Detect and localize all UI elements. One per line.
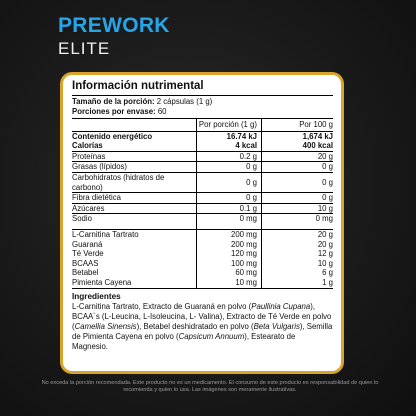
nutrition-table	[72, 119, 333, 289]
brand-title: PREWORK	[58, 14, 170, 37]
brand-subtitle: ELITE	[58, 39, 111, 58]
active-row: Guaraná 200 mg 20 g	[72, 239, 333, 249]
serving-info	[72, 96, 333, 119]
servings-value: 60	[157, 107, 167, 116]
scientific-name: Paullinia Cupana	[251, 301, 311, 311]
serving-size-value: 2 cápsulas (1 g)	[156, 97, 213, 106]
active-row: Betabel 60 mg 6 g	[72, 268, 333, 278]
disclaimer-footnote: No exceda la porción recomendada. Este producto no es un medicamento. El consumo de este producto es responsabilidad de quien lo recomienda y quien lo usa. Las imágenes son meramente ilustrativas.	[41, 380, 379, 393]
nutrient-row: Azúcares 0.1 g 10 g	[72, 203, 333, 213]
brand-header	[58, 14, 170, 59]
col-100g-header: Por 100 g	[262, 119, 334, 131]
scientific-name: Camellia Sinensis	[74, 321, 137, 331]
serving-size-label: Tamaño de la porción:	[72, 97, 155, 106]
calories-label: Calorías	[72, 141, 197, 151]
nutrient-row: Proteínas 0.2 g 20 g	[72, 151, 333, 161]
nutrition-title: Información nutrimental	[72, 80, 333, 96]
ingredients-text: L-Carnitina Tartrato, Extracto de Guaraná en polvo (Paullinia Cupana), BCAA´s (L-Leucina, L-Isoleucina, L- Valina), Extracto de Té Verde en polvo (Camellia Sinensis), Betabel deshidratado en polvo (Beta Vulgaris), Semilla de Pimienta Cayena en polvo (Capsicum Annuum), Estearato de Magnesio.	[72, 301, 333, 351]
col-portion-header: Por porción (1 g)	[197, 119, 262, 131]
scientific-name: Beta Vulgaris	[253, 321, 300, 331]
energy-label: Contenido energético	[72, 131, 153, 141]
ingredients-title: Ingredientes	[72, 291, 121, 301]
nutrient-row: Sodio 0 mg 0 mg	[72, 214, 333, 224]
energy-row	[72, 131, 333, 141]
scientific-name: Capsicum Annuum	[178, 331, 245, 341]
serving-size-row	[72, 97, 333, 107]
calories-row	[72, 141, 333, 151]
nutrient-row: Fibra dietética 0 g 0 g	[72, 193, 333, 203]
energy-portion: 16.74 kJ	[197, 131, 262, 141]
table-header-row	[72, 119, 333, 131]
active-row: Pimienta Cayena 10 mg 1 g	[72, 277, 333, 287]
active-row: Té Verde 120 mg 12 g	[72, 249, 333, 259]
active-row: L-Carnitina Tartrato 200 mg 20 g	[72, 229, 333, 239]
nutrient-row: Grasas (lípidos) 0 g 0 g	[72, 162, 333, 172]
servings-row	[72, 107, 333, 117]
calories-portion: 4 kcal	[197, 141, 262, 151]
servings-label: Porciones por envase:	[72, 107, 156, 116]
nutrition-label	[63, 75, 341, 371]
nutrient-row: Carbohidratos (hidratos de carbono) 0 g 0 g	[72, 172, 333, 192]
nutrition-panel	[60, 72, 344, 374]
calories-per100: 400 kcal	[262, 141, 334, 151]
energy-per100: 1,674 kJ	[262, 131, 334, 141]
active-row: BCAAS 100 mg 10 g	[72, 258, 333, 268]
